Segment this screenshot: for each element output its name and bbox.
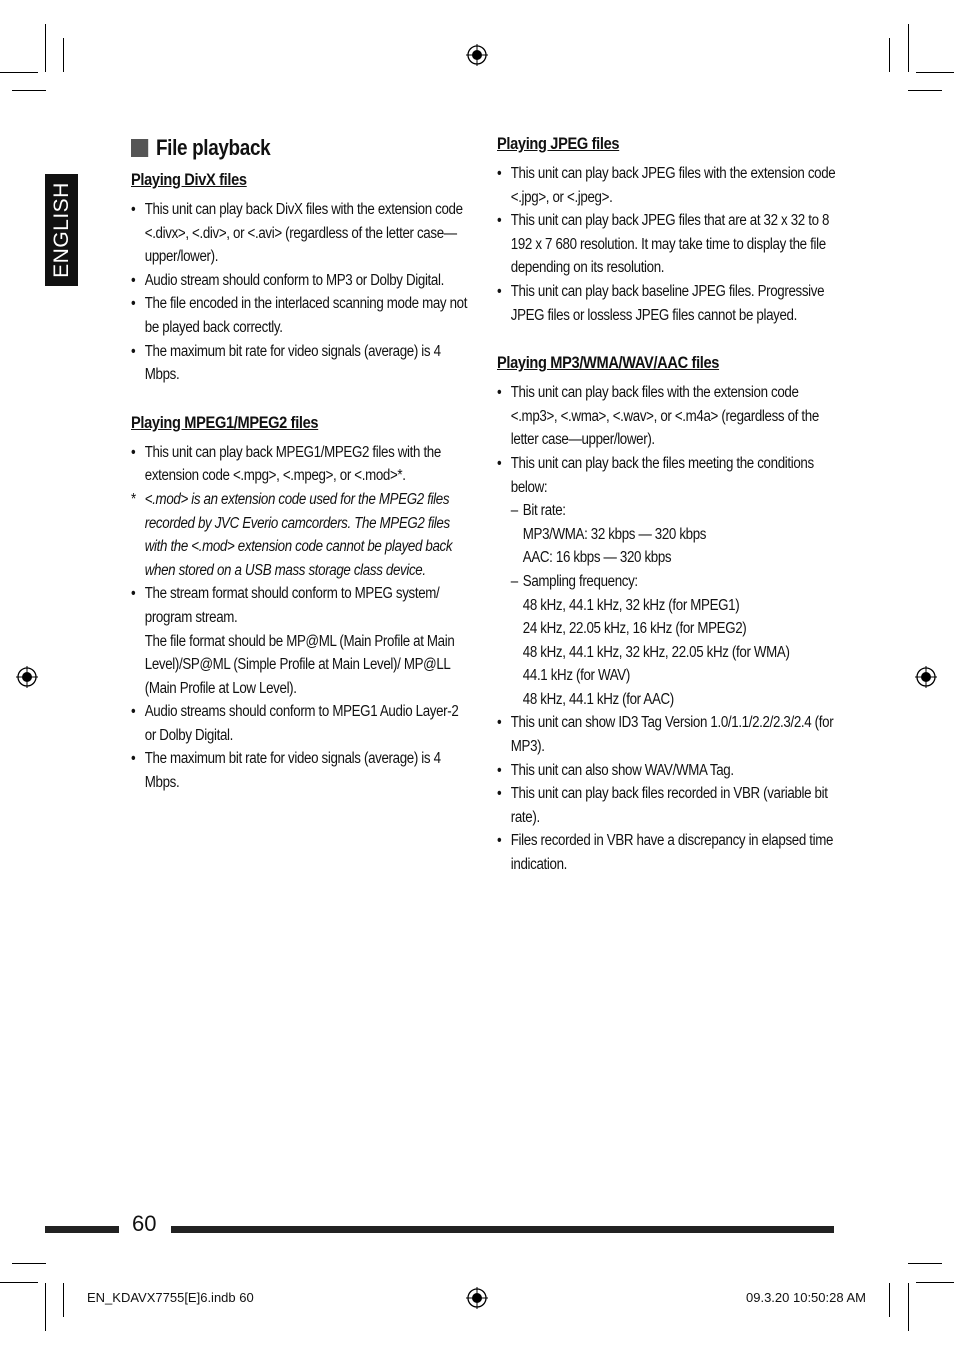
list-item: • This unit can play back files with the extension code <.mp3>, <.wma>, <.wav>, or <.m4a> (regardless of the letter case—upper/lower). — [497, 384, 819, 449]
list-item: • This unit can play back files recorded in VBR (variable bit rate). — [497, 785, 828, 826]
list-item: • This unit can also show WAV/WMA Tag. — [497, 761, 734, 779]
list-item: • This unit can show ID3 Tag Version 1.0/1.1/2.2/2.3/2.4 (for MP3). — [497, 714, 834, 756]
left-column — [131, 134, 468, 795]
condition-value: 48 kHz, 44.1 kHz, 32 kHz, 22.05 kHz (for WMA) — [522, 643, 790, 661]
crop-mark — [908, 90, 942, 91]
list-item: • This unit can play back baseline JPEG files. Progressive JPEG files or lossless JPEG files cannot be played. — [497, 282, 825, 324]
list-item: • This unit can play back JPEG files that are at 32 x 32 to 8 192 x 7 680 resolution. It may take time to display the file depending on its resolution. — [497, 212, 830, 277]
crop-mark — [63, 38, 64, 72]
heading-audio: Playing MP3/WMA/WAV/AAC files — [497, 353, 720, 373]
heading-jpeg: Playing JPEG files — [497, 134, 620, 153]
page-number: 60 — [132, 1211, 157, 1236]
condition-bit-rate: – Bit rate: — [510, 502, 566, 520]
list-item: • This unit can play back the files meeting the conditions below: – Bit rate: MP3/WMA: 32 kbps — 320 kbps AAC: 16 kbps — 320 kbps – Sampling frequency: 48 kHz, 44.1 kHz, 32 kHz (for MPEG1) 24 kHz, 22.05 kHz, 16 kHz (for MPEG2) 48 kHz, 44.1 kHz, 32 kHz, 22.05 kHz (for WMA) 44.1 kHz (for WAV) 48 kHz, 44.1 kHz (for AAC) — [497, 452, 839, 712]
heading-divx: Playing DivX files — [131, 170, 247, 189]
footnote: * <.mod> is an extension code used for the MPEG2 files recorded by JVC Everio camcorders. The MPEG2 files with the <.mod> extension code cannot be played back when stored on a USB mass storage class device. — [131, 490, 453, 579]
heading-mpeg: Playing MPEG1/MPEG2 files — [131, 412, 319, 432]
mpeg-list — [131, 441, 468, 488]
crop-mark — [12, 1263, 46, 1264]
list-item: • The maximum bit rate for video signals (average) is 4 Mbps. — [131, 342, 441, 384]
registration-mark-icon — [915, 666, 937, 688]
list-item: • The stream format should conform to MPEG system/ program stream. The file format should be MP@ML (Main Profile at Main Level)/SP@ML (Simple Profile at Main Level)/ MP@LL (Main Profile at Low Level). — [131, 585, 455, 697]
condition-value: 48 kHz, 44.1 kHz, 32 kHz (for MPEG1) — [522, 596, 740, 614]
list-item: • Audio streams should conform to MPEG1 Audio Layer-2 or Dolby Digital. — [131, 703, 459, 744]
crop-mark — [0, 1282, 38, 1283]
footer-timestamp: 09.3.20 10:50:28 AM — [746, 1290, 866, 1305]
crop-mark — [889, 1283, 890, 1317]
crop-mark — [45, 24, 46, 72]
condition-value: 48 kHz, 44.1 kHz (for AAC) — [522, 690, 674, 708]
registration-mark-icon — [466, 1287, 488, 1309]
condition-value: 44.1 kHz (for WAV) — [522, 667, 630, 685]
crop-mark — [908, 1283, 909, 1331]
section-title — [131, 134, 468, 162]
audio-list — [497, 381, 839, 876]
right-column — [497, 132, 839, 877]
list-item: • This unit can play back MPEG1/MPEG2 files with the extension code <.mpg>, <.mpeg>, or <.mod>*. — [131, 443, 441, 485]
crop-mark — [916, 1282, 954, 1283]
condition-value: 24 kHz, 22.05 kHz, 16 kHz (for MPEG2) — [522, 620, 747, 638]
crop-mark — [908, 1263, 942, 1264]
divx-list — [131, 198, 468, 387]
crop-mark — [908, 24, 909, 72]
list-item: • The file encoded in the interlaced scanning mode may not be played back correctly. — [131, 295, 468, 336]
page-bar-right — [171, 1226, 834, 1233]
condition-sampling-frequency: – Sampling frequency: — [510, 572, 638, 590]
list-item: • This unit can play back JPEG files with the extension code <.jpg>, or <.jpeg>. — [497, 165, 836, 206]
language-tab-label: ENGLISH — [49, 182, 73, 278]
page-bar-left — [45, 1226, 119, 1233]
list-item: • Audio stream should conform to MP3 or Dolby Digital. — [131, 271, 444, 289]
list-item: • This unit can play back DivX files with the extension code <.divx>, <.div>, or <.avi> (regardless of the letter case—upper/lower). — [131, 201, 463, 266]
crop-mark — [889, 38, 890, 72]
condition-value: AAC: 16 kbps — 320 kbps — [522, 549, 672, 567]
crop-mark — [0, 72, 38, 73]
section-title-text: File playback — [155, 135, 271, 160]
condition-value: MP3/WMA: 32 kbps — 320 kbps — [522, 525, 707, 543]
crop-mark — [12, 90, 46, 91]
mpeg-list-continued — [131, 582, 468, 794]
list-item: • Files recorded in VBR have a discrepancy in elapsed time indication. — [497, 832, 834, 874]
crop-mark — [916, 72, 954, 73]
list-item: • The maximum bit rate for video signals (average) is 4 Mbps. — [131, 750, 441, 792]
footer-file: EN_KDAVX7755[E]6.indb 60 — [87, 1290, 254, 1305]
crop-mark — [63, 1283, 64, 1317]
section-marker-icon — [131, 139, 148, 157]
jpeg-list — [497, 162, 839, 327]
language-tab — [45, 174, 78, 286]
crop-mark — [45, 1283, 46, 1331]
registration-mark-icon — [466, 44, 488, 66]
registration-mark-icon — [16, 666, 38, 688]
